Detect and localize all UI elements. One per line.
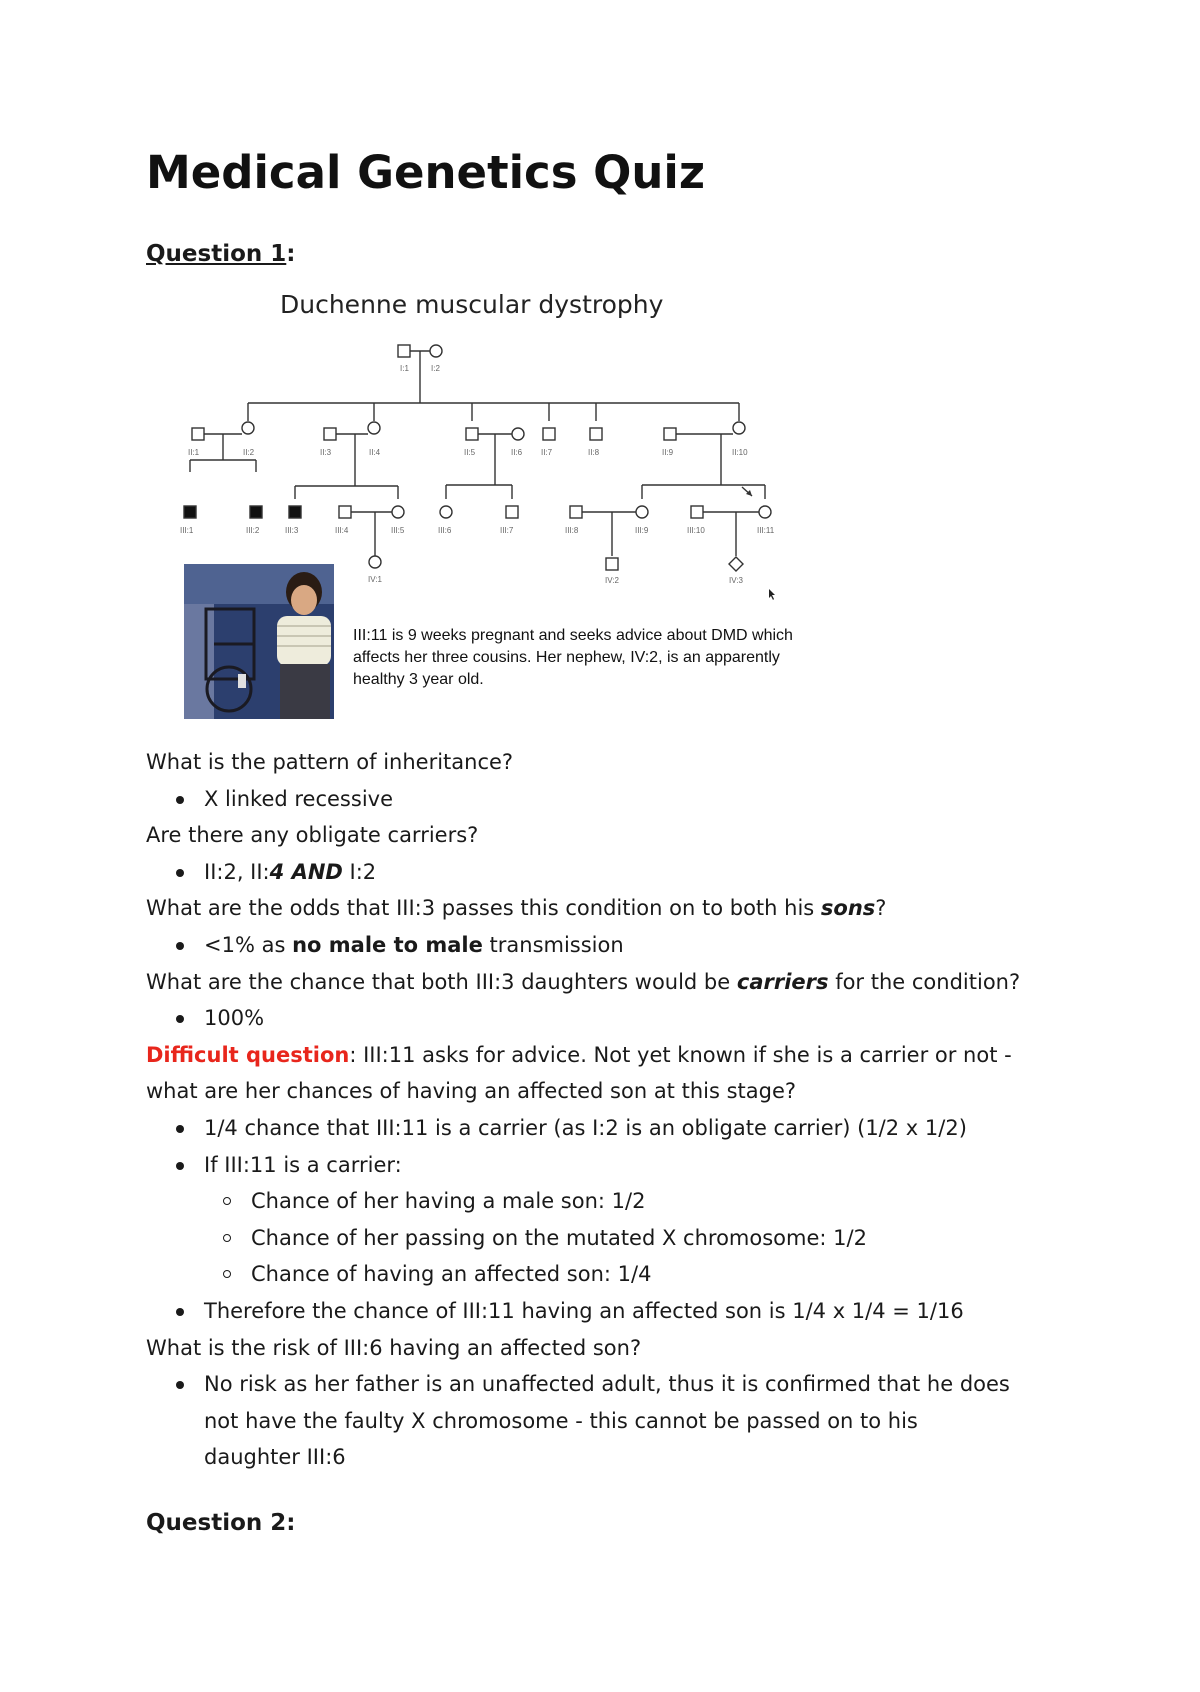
symbol-III-8: [570, 506, 582, 518]
label-IV-2: IV:2: [605, 576, 619, 585]
symbol-II-6: [512, 428, 524, 440]
symbol-II-5: [466, 428, 478, 440]
label-III-3: III:3: [285, 526, 299, 535]
question-sons-part1: What are the odds that III:3 passes this condition on to both his: [146, 896, 821, 921]
label-III-8: III:8: [565, 526, 579, 535]
symbol-IV-2: [606, 558, 618, 570]
symbol-III-3: [289, 506, 301, 518]
question-daughters: [146, 964, 1066, 1001]
difficult-question-label: Difficult question: [146, 1042, 350, 1067]
symbol-I-1: [398, 345, 410, 357]
label-IV-3: IV:3: [729, 576, 743, 585]
symbol-III-6: [440, 506, 452, 518]
answer-carriers-part3: I:2: [342, 859, 377, 884]
label-I-2: I:2: [431, 364, 440, 373]
symbol-III-1: [184, 506, 196, 518]
label-II-7: II:7: [541, 448, 553, 457]
question-daughters-part1: What are the chance that both III:3 daughters would be: [146, 969, 737, 994]
label-IV-1: IV:1: [368, 575, 382, 584]
label-II-4: II:4: [369, 448, 381, 457]
difficult-question-text1: : III:11 asks for advice. Not yet known if she is a carrier or not -: [349, 1042, 1012, 1067]
symbol-II-4: [368, 422, 380, 434]
question-1-label: Question 1: [146, 241, 287, 267]
pedigree-figure: [180, 278, 835, 733]
question-pattern: What is the pattern of inheritance?: [146, 750, 514, 774]
question-sons-emphasis: sons: [820, 896, 876, 921]
answer-carriers-part1: II:2, II:: [204, 859, 270, 884]
symbol-III-10: [691, 506, 703, 518]
answer-carriers: [146, 854, 1066, 891]
figure-title: Duchenne muscular dystrophy: [280, 290, 664, 319]
page-title: Medical Genetics Quiz: [146, 146, 706, 199]
answer-difficult-2a: Chance of her having a male son: 1/2: [146, 1183, 1066, 1220]
answer-sons-emphasis: no male to male: [292, 932, 483, 957]
label-III-5: III:5: [391, 526, 405, 535]
label-III-7: III:7: [500, 526, 514, 535]
symbol-II-2: [242, 422, 254, 434]
answer-carriers-emphasis: 4 AND: [269, 859, 343, 884]
answer-daughters: 100%: [146, 1000, 1066, 1037]
symbol-II-1: [192, 428, 204, 440]
symbol-III-9: [636, 506, 648, 518]
label-II-8: II:8: [588, 448, 600, 457]
symbol-III-11: [759, 506, 771, 518]
answer-risk-line1: No risk as her father is an unaffected adult, thus it is confirmed that he does: [146, 1366, 1066, 1403]
difficult-question-line1: [146, 1037, 1066, 1074]
label-II-2: II:2: [243, 448, 255, 457]
question-1-colon: :: [286, 241, 296, 267]
label-II-1: II:1: [188, 448, 200, 457]
symbol-II-7: [543, 428, 555, 440]
answer-risk-line2: not have the faulty X chromosome - this cannot be passed on to his: [204, 1408, 918, 1433]
question-daughters-emphasis: carriers: [736, 969, 829, 994]
symbol-III-5: [392, 506, 404, 518]
symbol-II-8: [590, 428, 602, 440]
label-II-5: II:5: [464, 448, 476, 457]
answer-sons: [146, 927, 1066, 964]
figure-caption: III:11 is 9 weeks pregnant and seeks advice about DMD which affects her three cousins. Her nephew, IV:2, is an apparently healthy 3 year old.: [353, 627, 793, 688]
answer-sons-part3: transmission: [482, 932, 624, 957]
symbol-III-7: [506, 506, 518, 518]
answer-risk-line3: daughter III:6: [204, 1445, 346, 1470]
label-III-1: III:1: [180, 526, 194, 535]
question-1-body: [146, 744, 1066, 1476]
question-daughters-part3: for the condition?: [828, 969, 1021, 994]
label-II-10: II:10: [732, 448, 748, 457]
label-III-9: III:9: [635, 526, 649, 535]
symbol-II-10: [733, 422, 745, 434]
answer-difficult-2: If III:11 is a carrier:: [146, 1147, 1066, 1184]
label-III-2: III:2: [246, 526, 260, 535]
label-II-3: II:3: [320, 448, 332, 457]
question-carriers: Are there any obligate carriers?: [146, 823, 479, 848]
label-III-11: III:11: [757, 526, 775, 535]
label-III-10: III:10: [687, 526, 705, 535]
difficult-question-line2: what are her chances of having an affected son at this stage?: [146, 1079, 797, 1104]
label-II-9: II:9: [662, 448, 674, 457]
question-sons-part3: ?: [875, 896, 887, 921]
label-III-4: III:4: [335, 526, 349, 535]
symbol-III-4: [339, 506, 351, 518]
symbol-II-3: [324, 428, 336, 440]
symbol-I-2: [430, 345, 442, 357]
symbol-IV-1: [369, 556, 381, 568]
question-2-heading: Question 2:: [146, 1510, 296, 1536]
answer-difficult-1: 1/4 chance that III:11 is a carrier (as I:2 is an obligate carrier) (1/2 x 1/2): [146, 1110, 1066, 1147]
patient-photo: [184, 564, 334, 719]
label-II-6: II:6: [511, 448, 523, 457]
symbol-III-2: [250, 506, 262, 518]
answer-sons-part1: <1% as: [204, 932, 293, 957]
symbol-IV-3: [729, 557, 743, 571]
answer-difficult-2c: Chance of having an affected son: 1/4: [146, 1256, 1066, 1293]
question-1-heading: [146, 241, 295, 267]
label-I-1: I:1: [400, 364, 409, 373]
label-III-6: III:6: [438, 526, 452, 535]
question-risk: What is the risk of III:6 having an affected son?: [146, 1335, 642, 1360]
symbol-II-9: [664, 428, 676, 440]
answer-difficult-3: Therefore the chance of III:11 having an affected son is 1/4 x 1/4 = 1/16: [146, 1293, 1066, 1330]
answer-pattern: X linked recessive: [146, 781, 1066, 818]
question-sons: [146, 890, 1066, 927]
answer-difficult-2b: Chance of her passing on the mutated X chromosome: 1/2: [146, 1220, 1066, 1257]
